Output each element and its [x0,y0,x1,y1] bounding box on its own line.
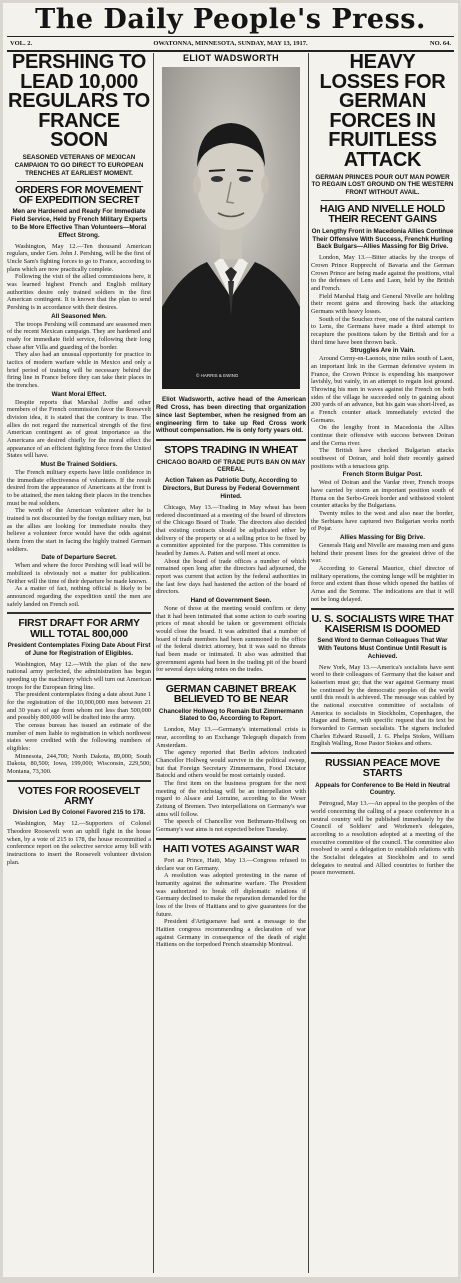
paragraph: According to General Maurice, chief director of military operations, the coming lunge will be mightier in force and extent than those which opened the battles of Arras and the Somme. The indications are that it will not be long delayed. [311,565,454,603]
paragraph: The British have checked Bulgarian attacks southwest of Doiran, and hold their recently gained positions with a tenacious grip. [311,447,454,470]
paragraph: As a matter of fact, nothing official is likely to be announced regarding the expedition until the men are safely landed on French soil. [7,585,151,608]
paragraph: The census bureau has issued an estimate of the number of men liable to registration in which northwest states were credited with the following numbers of eligibles: [7,722,151,753]
paragraph: Field Marshal Haig and General Nivelle are holding their recent gains and throwing back the attacking Germans with heavy losses. [311,292,454,315]
column-left [7,53,151,1275]
portrait-name: ELIOT WADSWORTH [183,53,279,63]
photo-credit: © HARRIS & EWING [196,373,239,378]
headline-socialists: U. S. SOCIALISTS WIRE THAT KAISERISM IS DOOMED [311,612,454,635]
paragraph: The first item on the business program for the next meeting of the reichstag will be an interpellation with regard to Alsace and Lorraine, according to the Weser Zeitung of Bremen. Two interpellations on Germany's war aims will follow. [156,779,306,818]
divider [156,439,306,441]
section-subhead: Want Moral Effect. [51,390,107,398]
divider [156,678,306,680]
photo-caption: Eliot Wadsworth, active head of the American Red Cross, has been directing that organization since last September, when he resigned from an engineering firm to take up Red Cross work without compensation. He is only forty years old. [156,396,306,435]
newspaper-page [3,3,458,1277]
column-center [156,53,306,1275]
headline-german-cabinet: GERMAN CABINET BREAK BELIEVED TO BE NEAR [165,682,297,706]
subheadline-haig-nivelle: HAIG AND NIVELLE HOLD THEIR RECENT GAINS [319,203,446,226]
deck-roosevelt: Division Led By Colonel Favored 215 to 178. [12,809,146,817]
column-rule [153,53,154,1273]
portrait-block [156,53,306,393]
publication-date: OWATONNA, MINNESOTA, SUNDAY, MAY 13, 1917. [153,40,308,47]
portrait-photo [162,67,300,389]
subheadline-orders: ORDERS FOR MOVEMENT OF EXPEDITION SECRET [15,183,143,206]
paragraph: On the lengthy front in Macedonia the Allies continue their offensive with success between Doiran and the Cerna river. [311,424,454,447]
headline-haiti: HAITI VOTES AGAINST WAR [162,842,300,855]
paragraph: London, May 13.—Germany's international crisis is near, according to an Exchange Telegraph dispatch from Amsterdam. [156,726,306,749]
issue-number: NO. 64. [429,40,451,47]
paragraph: A resolution was adopted protesting in the name of humanity against the submarine warfare. The President was authorized to break off diplomatic relations if Germany declined to make the reparation demanded for the loss of the lives of Haitians and to give guarantees for the future. [156,872,306,918]
paragraph: South of the Souchez river, one of the natural carriers to Lens, the Germans have made a third attempt to recapture the positions taken by the British and for a third time have been thrown back. [311,315,454,346]
deck-german-cabinet: Chancellor Hollweg to Remain But Zimmermann Slated to Go, According to Report. [158,707,304,723]
section-subhead: Struggles Are in Vain. [350,347,415,355]
paragraph: Despite reports that Marshal Joffre and other members of the French commission favor the Roosevelt division idea, it is stated that the contrary is true. The allies do not regard the numerical strength of the first American contingent as of great importance as the Americans are desired chiefly for the moral effect the appearance of an efficient fighting force from the United States will have. [7,398,151,460]
paragraph: The worth of the American volunteer after he is trained is not discounted by the foreign military men, but as the allies are looking for immediate results they believe a volunteer force would have the odds against them from the start in facing the highly trained German soldiers. [7,507,151,553]
paragraph: Following the visit of the allied commissions here, it was learned highest French and English military authorities desire only trained soldiers in the first American contingent. It is known that the plan to send Pershing is in accordance with their desires. [7,273,151,311]
deck-pershing: SEASONED VETERANS OF MEXICAN CAMPAIGN TO GO DIRECT TO EUROPEAN TRENCHES AT EARLIEST MOMENT. [14,153,144,177]
divider [311,608,454,610]
section-subhead: All Seasoned Men. [51,312,107,320]
paragraph: The agency reported that Berlin advices indicated Chancellor Hollweg would survive in the political sweep, but that Foreign Secretary Zimmermann, Food Dictator Batocki and others would be most certainly ousted. [156,749,306,780]
section-subhead: Must Be Trained Soldiers. [40,461,118,469]
volume-number: VOL. 2. [10,40,33,47]
dateline-bar [7,36,454,52]
paragraph: Twenty miles to the west and also near the border, the Serbians have captured two Bulgarian works north of Pojar. [311,510,454,533]
paragraph: Washington, May 12.—Ten thousand American regulars, under Gen. John J. Pershing, will be the first of Uncle Sam's fighting forces to go to France, according to plans which are now practically complete. [7,242,151,273]
paragraph: Washington, May 12.—Supporters of Colonel Theodore Roosevelt won an uphill fight in the house when, by a vote of 215 to 178, the house recommitted a conference report on the selective service army bill with instructions to insert the Roosevelt volunteer division plan. [7,820,151,866]
section-subhead: Allies Massing for Big Drive. [339,534,426,542]
deck-heavy-losses: GERMAN PRINCES POUR OUT MAN POWER TO REGAIN LOST GROUND ON THE WESTERN FRONT WITHOUT AVAIL. [311,173,454,197]
headline-roosevelt: VOTES FOR ROOSEVELT ARMY [18,784,140,808]
divider [17,181,141,182]
paragraph: President d'Artiguenave had sent a message to the Haitien congress recommending a declaration of war against Germany in consequence of the death of eight Haitiens on the torpedoed French steamship Montreal. [156,918,306,949]
paragraph: New York, May 13.—America's socialists have sent word to their colleagues of Germany that the kaiser and kaiserism must go; that the war against Germany must be continued by the democratic peoples of the world until this result is achieved. The message was cabled by the national executive committee of socialists of America to socialists in Stockholm, Copenhagen, the Hague and Berne, with specific request that its text be forwarded to German socialists. The signers included Charles Edward Russell, J. G. Phelps Stokes, William English Walling, Rose Pastor Stokes and others. [311,663,454,748]
divider [311,752,454,754]
headline-first-draft: FIRST DRAFT FOR ARMY WILL TOTAL 800,000 [18,617,140,640]
paragraph: London, May 13.—Bitter attacks by the troops of Crown Prince Rupprecht of Bavaria and the German Crown Prince are being made against the positions, vital to the defenses of Lens and Laon, held by the British and French. [311,254,454,292]
eligibles-list: Minnesota, 244,700; North Dakota, 89,000; South Dakota, 80,500; Iowa, 199,000; Wisconsin, 229,500; Montana, 73,300. [7,752,151,776]
paragraph: Washington, May 12.—With the plan of the new national army perfected, the administration has begun speeding up the machinery which will turn out American troops for the European firing line. [7,660,151,691]
paragraph: When and where the force Pershing will lead will be mobilized is obviously not a matter for publication. Neither will the time of their departure be made known. [7,562,151,585]
paragraph: Around Cerny-en-Laonois, nine miles south of Laon, an important link in the German defensive system in France, the Crown Prince is expending his manpower lavishly, but vainly, in an attempt to regain lost ground. Throwing his men in waves against the French on both sides of the village he succeeded only in gaining about 200 yards of an advance, but his gain was short-lived, as a French counter attack immediately evicted the Germans. [311,355,454,424]
section-subhead: French Storm Bulgar Post. [342,471,423,479]
headline-heavy-losses: HEAVY LOSSES FOR GERMAN FORCES IN FRUITLESS ATTACK [319,53,446,171]
paragraph: West of Doiran and the Vardar river, French troops have carried by storm an important position south of Huma on the Serbo-Greek border and withstood violent counter attacks by the Bulgarians. [311,479,454,510]
section-subhead: Date of Departure Secret. [41,554,117,562]
paragraph: Chicago, May 13.—Trading in May wheat has been ordered discontinued at a meeting of the board of directors of the Chicago Board of Trade. The directors also decided that existing contracts should be adjudicated either by delivery of the property or at a selling price to be fixed by a committee appointed for the purpose. This committee is headed by James A. Patten and will meet at once. [156,503,306,557]
paragraph: About the board of trade offices a number of which remained open long after the directors had adjourned, the report was current that action by the federal authorities in the last few days had hastened the action of the board of directors. [156,557,306,596]
paragraph: The speech of Chancellor von Bethmann-Hollweg on Germany's war aims is not expected before Tuesday. [156,818,306,833]
headline-wheat: STOPS TRADING IN WHEAT [164,444,298,457]
paragraph: Generals Haig and Nivelle are massing men and guns behind their present lines for the greatest drive of the war. [311,542,454,565]
headline-pershing: PERSHING TO LEAD 10,000 REGULARS TO FRANCE SOON [8,53,150,152]
deck-russian-peace: Appeals for Conference to Be Held in Neutral Country. [315,781,450,797]
section-subhead: Hand of Government Seen. [190,596,272,604]
deck-orders: Men are Hardened and Ready For Immediate Field Service, Held by French Military Experts to Be More Effective Than Volunteers—Moral Effect Strong. [10,208,148,239]
paragraph: Port au Prince, Haiti, May 13.—Congress refused to declare war on Germany. [156,856,306,872]
paragraph: None of those at the meeting would confirm or deny that it had been intimated that some action to curb soaring prices of meat should be taken or government officials would close the board. It was admitted that a number of board of trade members had been summoned to the office of the federal district attorney, but it was said no threats had been made or intimated. It also was admitted that government agents had been in the trading pit of the board for several days taking notes on the trades. [156,604,306,674]
divider [156,838,306,840]
divider [7,612,151,614]
deck-wheat-secondary: Action Taken as Patriotic Duty, According to Directors, But Duress by Federal Government Hinted. [162,477,300,501]
paragraph: Petrograd, May 13.—An appeal to the peoples of the world concerning the calling of a peace conference in a neutral country will be published immediately by the Council of Soldiers' and Workmen's delegates, according to a resolution adopted at a meeting of the executive committee of the council. The committee also resolved to send a delegation to establish relations with the Socialist delegates at Stockholm and to send delegates to neutral and Allied countries to further the peace movement. [311,800,454,877]
paragraph: They also had an unusual opportunity for practice in tactics of modern warfare while in Mexico and only a brief period of training will be necessary behind the firing line in France before they can take their places in the trenches. [7,351,151,389]
masthead-title: The Daily People's Press. [35,4,426,35]
paragraph: The French military experts have little confidence in the immediate effectiveness of volunteers. If the result desired from the appearance of Americans at the front is to be attained, the men taking their places in the trenches must be real soldiers. [7,469,151,507]
divider [321,200,444,201]
column-right [311,53,454,1275]
deck-wheat: CHICAGO BOARD OF TRADE PUTS BAN ON MAY CEREAL. [156,458,306,474]
column-rule [308,53,309,1273]
paragraph: The troops Pershing will command are seasoned men of the recent Mexican campaign. They are hardened and ready for immediate field service, following their long chase after Villa and guarding of the border. [7,320,151,351]
headline-russian-peace: RUSSIAN PEACE MOVE STARTS [325,757,440,780]
deck-socialists: Send Word to German Colleagues That War With Teutons Must Continue Until Result is Achieved. [317,637,448,660]
deck-first-draft: President Contemplates Fixing Date About First of June for Registration of Eligibles. [7,642,151,657]
paragraph: The president contemplates fixing a date about June 1 for the registration of the 10,000,000 men between 21 and 30 years of age from whom not less than 500,000 and possibly 800,000 will be drafted into the army. [7,691,151,722]
deck-haig-nivelle: On Lengthy Front in Macedonia Allies Continue Their Offensive With Success, Frenchk Hurling Back Bulgars—Allies Massing for Big Drive. [311,227,454,251]
divider [7,780,151,782]
